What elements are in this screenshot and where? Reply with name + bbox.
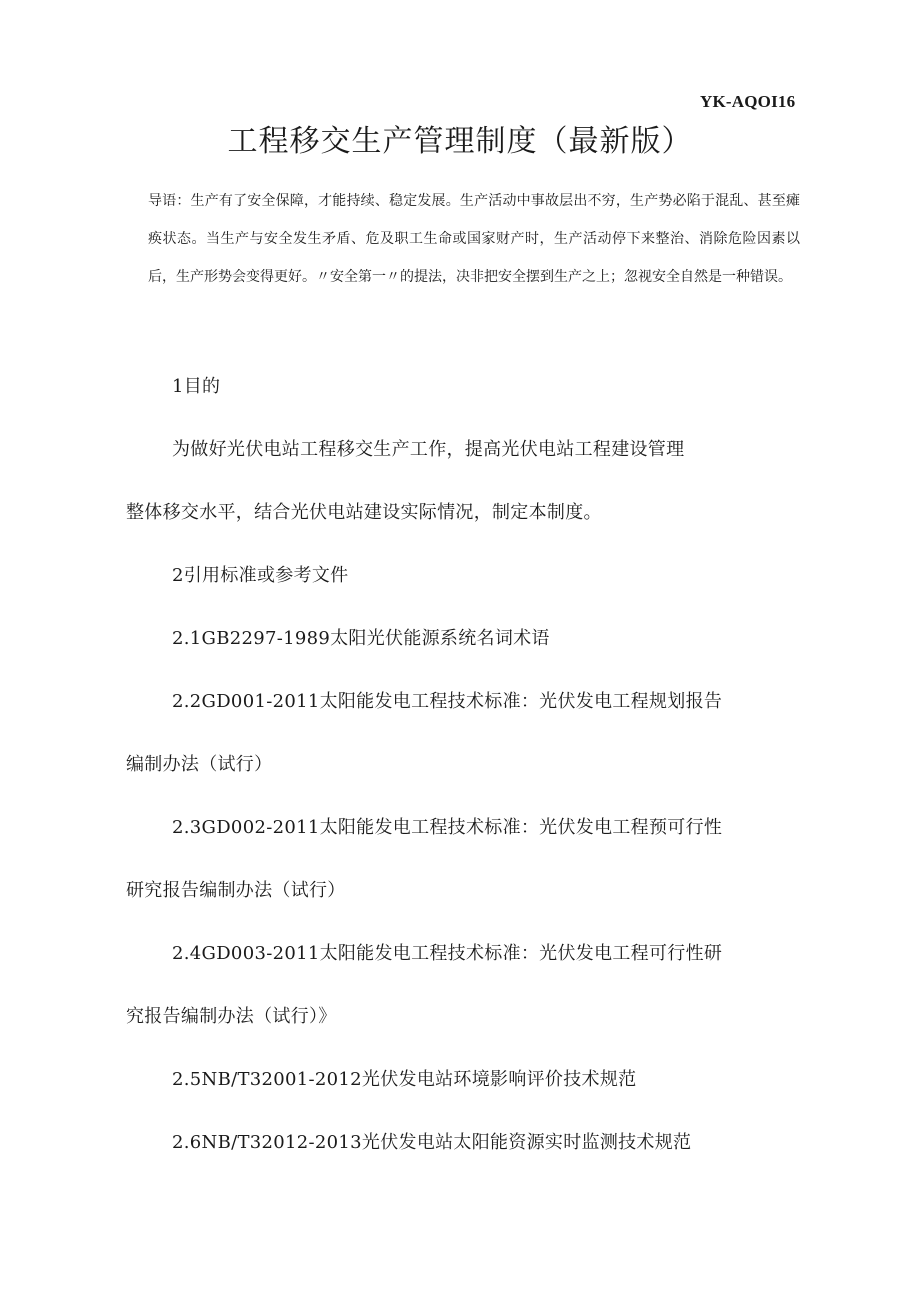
reference-item: 2.1GB2297-1989太阳光伏能源系统名词术语 — [172, 628, 550, 649]
body-line: 整体移交水平，结合光伏电站建设实际情况，制定本制度。 — [126, 502, 602, 523]
section-heading-references: 2引用标准或参考文件 — [172, 565, 349, 586]
body-line: 为做好光伏电站工程移交生产工作，提高光伏电站工程建设管理 — [172, 439, 685, 460]
reference-item: 2.6NB/T32012-2013光伏发电站太阳能资源实时监测技术规范 — [172, 1132, 692, 1153]
reference-item-continuation: 研究报告编制办法（试行） — [126, 880, 346, 901]
reference-item: 2.3GD002-2011太阳能发电工程技术标准：光伏发电工程预可行性 — [172, 817, 723, 838]
section-heading-purpose: 1目的 — [172, 376, 221, 397]
reference-item: 2.4GD003-2011太阳能发电工程技术标准：光伏发电工程可行性研 — [172, 943, 723, 964]
document-code: YK-AQOI16 — [700, 92, 796, 111]
reference-item-continuation: 编制办法（试行） — [126, 754, 273, 775]
document-title: 工程移交生产管理制度（最新版） — [227, 124, 693, 159]
reference-item-continuation: 究报告编制办法（试行）》 — [126, 1006, 337, 1027]
intro-paragraph: 导语：生产有了安全保障，才能持续、稳定发展。生产活动中事故层出不穷，生产势必陷于混乱、甚至瘫痪状态。当生产与安全发生矛盾、危及职工生命或国家财产时，生产活动停下来整治、消除危险因素以后，生产形势会变得更好。〃安全第一〃的提法，决非把安全摆到生产之上；忽视安全自然是一种错误。 — [148, 193, 800, 285]
reference-item: 2.5NB/T32001-2012光伏发电站环境影响评价技术规范 — [172, 1069, 637, 1090]
reference-item: 2.2GD001-2011太阳能发电工程技术标准：光伏发电工程规划报告 — [172, 691, 723, 712]
